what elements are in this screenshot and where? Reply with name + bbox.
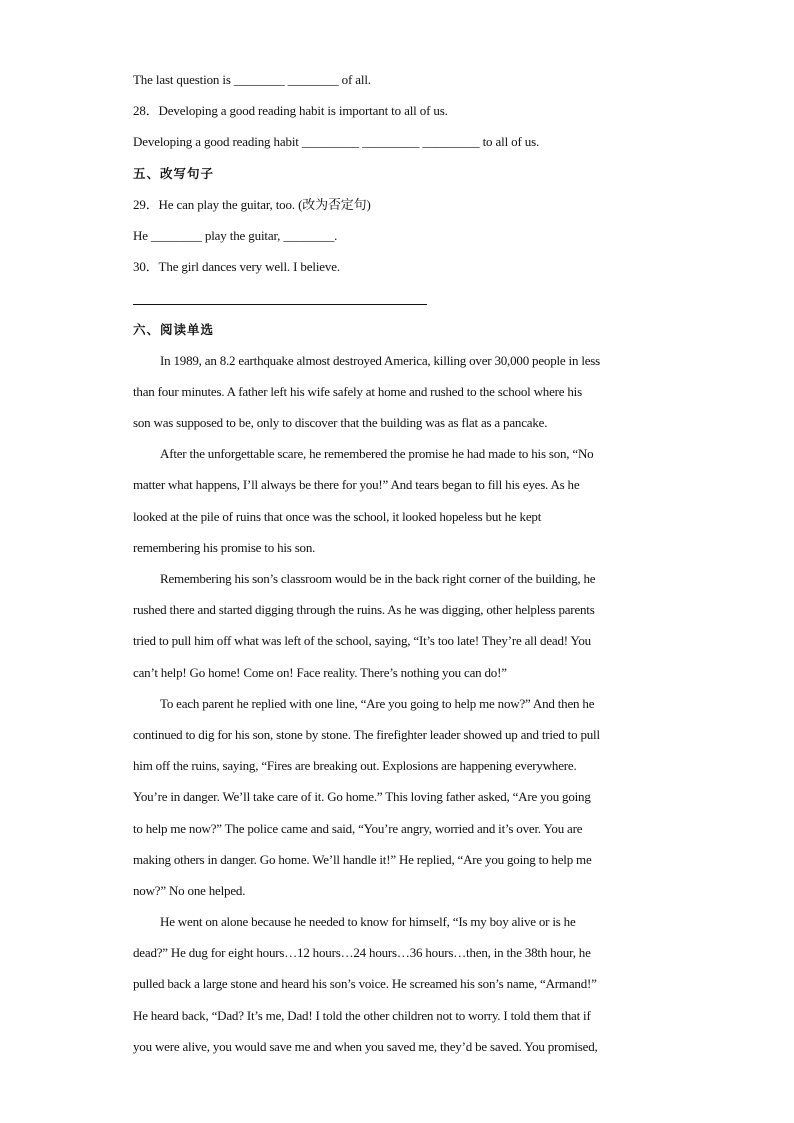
passage-line: tried to pull him off what was left of the school, saying, “It’s too late! They’re all dead! You	[133, 633, 591, 649]
section-5-heading: 五、改写句子	[133, 165, 215, 181]
answer-underline	[133, 304, 427, 305]
passage-line: matter what happens, I’ll always be there for you!” And tears began to fill his eyes. As he	[133, 477, 580, 493]
passage-line: making others in danger. Go home. We’ll handle it!” He replied, “Are you going to help me	[133, 851, 592, 867]
passage-line: can’t help! Go home! Come on! Face reality. There’s nothing you can do!”	[133, 664, 507, 680]
passage-line: rushed there and started digging through the ruins. As he was digging, other helpless parents	[133, 602, 595, 618]
passage-paragraph	[133, 688, 663, 906]
passage-line: To each parent he replied with one line, “Are you going to help me now?” And then he	[160, 695, 595, 711]
passage-line: dead?” He dug for eight hours…12 hours…24 hours…36 hours…then, in the 38th hour, he	[133, 945, 591, 961]
passage-paragraph	[133, 563, 663, 688]
passage-line: You’re in danger. We’ll take care of it. Go home.” This loving father asked, “Are you going	[133, 789, 591, 805]
passage-paragraph	[133, 438, 663, 563]
question-28-fill-line: Developing a good reading habit _________ _________ _________ to all of us.	[133, 134, 540, 150]
passage-paragraph	[133, 345, 663, 439]
reading-passage	[133, 345, 663, 1062]
passage-line: you were alive, you would save me and when you saved me, they’d be saved. You promised,	[133, 1038, 598, 1054]
passage-line: to help me now?” The police came and said, “You’re angry, worried and it’s over. You are	[133, 820, 583, 836]
passage-line: He heard back, “Dad? It’s me, Dad! I told the other children not to worry. I told them that if	[133, 1007, 591, 1023]
question-28-prompt: 28．Developing a good reading habit is important to all of us.	[133, 103, 448, 119]
passage-line: now?” No one helped.	[133, 882, 246, 898]
passage-line: pulled back a large stone and heard his son’s voice. He screamed his son’s name, “Armand!”	[133, 976, 597, 992]
passage-line: continued to dig for his son, stone by stone. The firefighter leader showed up and tried to pull	[133, 726, 600, 742]
passage-paragraph	[133, 906, 663, 1062]
question-27-fill-line: The last question is ________ ________ of all.	[133, 72, 371, 87]
passage-line: son was supposed to be, only to discover that the building was as flat as a pancake.	[133, 415, 548, 431]
passage-line: remembering his promise to his son.	[133, 539, 316, 555]
question-30-prompt: 30．The girl dances very well. I believe.	[133, 259, 340, 275]
question-29-fill-line: He ________ play the guitar, ________.	[133, 227, 338, 243]
section-6-heading: 六、阅读单选	[133, 321, 215, 337]
passage-line: than four minutes. A father left his wife safely at home and rushed to the school where his	[133, 383, 582, 399]
passage-line: him off the ruins, saying, “Fires are breaking out. Explosions are happening everywhere.	[133, 758, 577, 774]
passage-line: He went on alone because he needed to know for himself, “Is my boy alive or is he	[160, 914, 576, 930]
document-page	[133, 64, 663, 1062]
passage-line: Remembering his son’s classroom would be in the back right corner of the building, he	[160, 571, 596, 586]
question-29-prompt: 29．He can play the guitar, too. (改为否定句)	[133, 196, 371, 212]
passage-line: In 1989, an 8.2 earthquake almost destroyed America, killing over 30,000 people in less	[160, 352, 601, 368]
passage-line: looked at the pile of ruins that once was the school, it looked hopeless but he kept	[133, 508, 542, 524]
passage-line: After the unforgettable scare, he remembered the promise he had made to his son, “No	[160, 446, 594, 462]
question-30-answer-blank[interactable]	[133, 282, 663, 313]
